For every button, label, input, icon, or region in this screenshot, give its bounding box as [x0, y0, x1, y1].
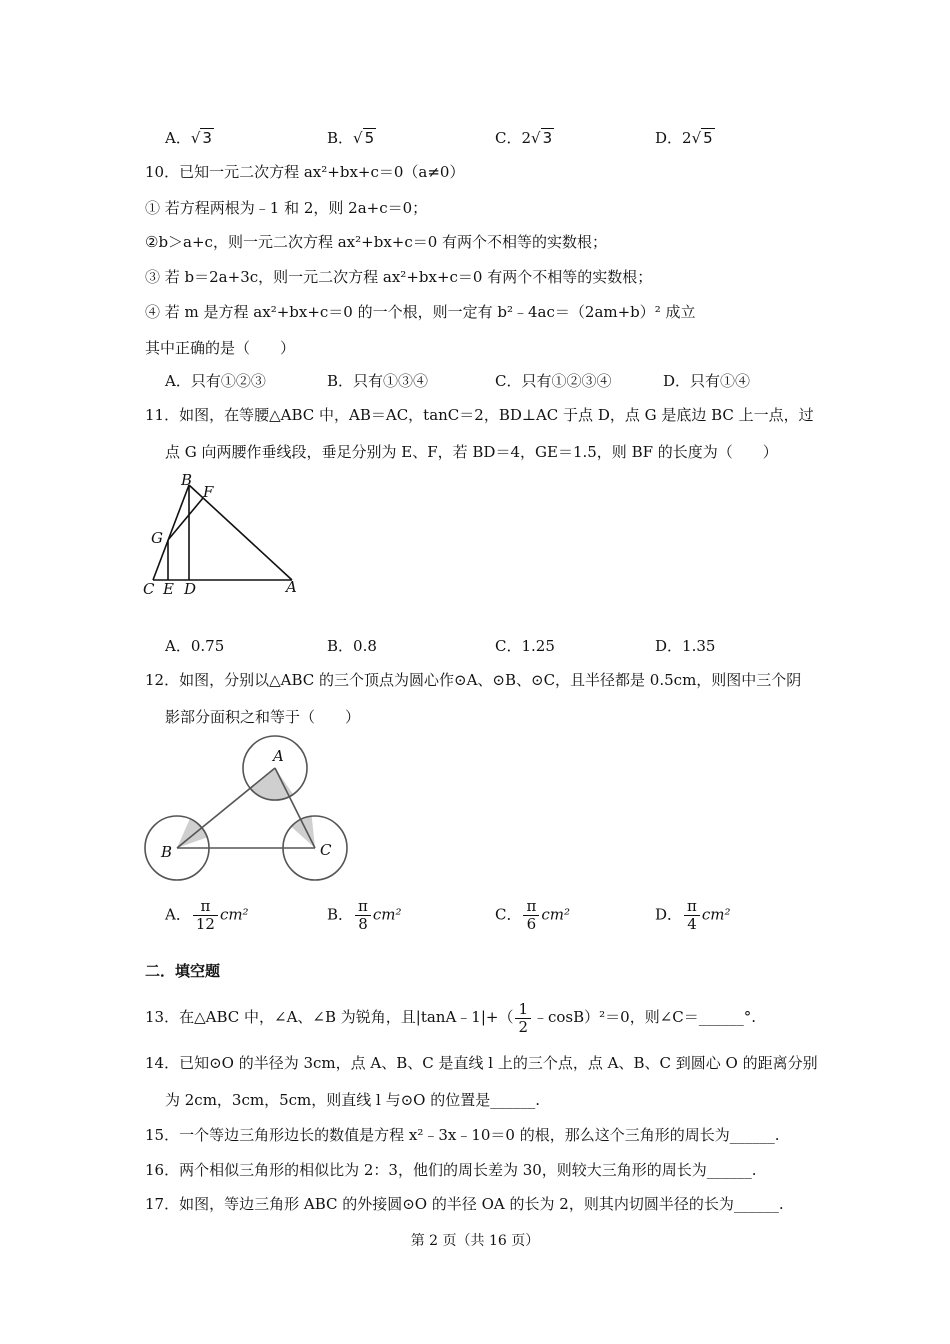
q15: 15．一个等边三角形边长的数值是方程 x²﹣3x﹣10＝0 的根，那么这个三角形的周长为______. — [145, 1126, 780, 1144]
fraction: $\frac{\pi}{8}$ — [355, 898, 371, 933]
q12-figure — [140, 732, 360, 882]
label-a: A — [286, 578, 297, 596]
label-c: C — [320, 841, 332, 859]
q16: 16．两个相似三角形的相似比为 2：3，他们的周长差为 30，则较大三角形的周长为______. — [145, 1161, 757, 1179]
q10-stem: 10．已知一元二次方程 ax²+bx+c＝0（a≠0） — [145, 163, 465, 181]
q12-line-1: 12．如图，分别以△ABC 的三个顶点为圆心作⊙A、⊙B、⊙C，且半径都是 0.5cm，则图中三个阴 — [145, 671, 802, 689]
q10-statement-3: ③ 若 b＝2a+3c，则一元二次方程 ax²+bx+c＝0 有两个不相等的实数根； — [145, 268, 653, 286]
q11-option-a: A．0.75 — [165, 637, 225, 655]
q12-line-2: 影部分面积之和等于（ ） — [165, 708, 361, 726]
q9-option-b: B．√ 5 — [327, 129, 375, 147]
q10-statement-1: ① 若方程两根为﹣1 和 2，则 2a+c＝0； — [145, 199, 428, 217]
q12-option-a: A． $\frac{\pi}{12}$ cm² — [165, 897, 249, 933]
fraction: $\frac{\pi}{4}$ — [684, 898, 700, 933]
q9-option-c: C．2√ 3 — [495, 129, 553, 147]
fraction: $\frac{\pi}{6}$ — [523, 898, 539, 933]
q13: 13．在△ABC 中，∠A、∠B 为锐角，且|tanA﹣1|+（ $\frac{1}{2}$ ﹣cosB）²＝0，则∠C＝______°. — [145, 999, 757, 1036]
q14-line-2: 为 2cm，3cm，5cm，则直线 l 与⊙O 的位置是______. — [165, 1091, 541, 1109]
fraction: $\frac{\pi}{12}$ — [193, 898, 218, 933]
q12-option-d: D． $\frac{\pi}{4}$ cm² — [655, 897, 731, 933]
q11-figure — [140, 470, 310, 600]
q11-option-c: C．1.25 — [495, 637, 555, 655]
q10-option-a: A．只有①②③ — [165, 372, 266, 390]
q12-option-c: C． $\frac{\pi}{6}$ cm² — [495, 897, 570, 933]
q10-option-c: C．只有①②③④ — [495, 372, 612, 390]
label-b: B — [181, 471, 193, 489]
q10-statement-2: ②b＞a+c，则一元二次方程 ax²+bx+c＝0 有两个不相等的实数根； — [145, 233, 608, 251]
sector-c — [291, 815, 316, 848]
sqrt-symbol: √ 5 — [691, 129, 713, 147]
label-c: C — [143, 580, 155, 598]
q14-line-1: 14．已知⊙O 的半径为 3cm，点 A、B、C 是直线 l 上的三个点，点 A、B、C 到圆心 O 的距离分别 — [145, 1054, 818, 1072]
q11-option-b: B．0.8 — [327, 637, 377, 655]
q10-option-b: B．只有①③④ — [327, 372, 429, 390]
segment-gf — [168, 498, 203, 540]
q12-option-b: B． $\frac{\pi}{8}$ cm² — [327, 897, 402, 933]
segment-ac — [275, 768, 315, 848]
q10-ask: 其中正确的是（ ） — [145, 339, 296, 357]
q17: 17．如图，等边三角形 ABC 的外接圆⊙O 的半径 OA 的长为 2，则其内切圆半径的长为______. — [145, 1195, 784, 1213]
sqrt-symbol: √ 5 — [353, 129, 375, 147]
q9-option-a: A．√ 3 — [165, 129, 212, 147]
q11-option-d: D．1.35 — [655, 637, 716, 655]
q11-line-2: 点 G 向两腰作垂线段，垂足分别为 E、F，若 BD＝4，GE＝1.5，则 BF 的长度为（ ） — [165, 443, 778, 461]
page-footer: 第 2 页（共 16 页） — [410, 1233, 540, 1249]
label-g: G — [151, 529, 163, 547]
label-e: E — [163, 580, 174, 598]
label-a: A — [273, 747, 284, 765]
q10-option-d: D．只有①④ — [663, 372, 751, 390]
label-f: F — [203, 483, 214, 501]
q10-statement-4: ④ 若 m 是方程 ax²+bx+c＝0 的一个根，则一定有 b²﹣4ac＝（2am+b）² 成立 — [145, 303, 696, 321]
fraction: $\frac{1}{2}$ — [515, 1001, 531, 1036]
q9-option-d: D．2√ 5 — [655, 129, 713, 147]
sqrt-symbol: √ 3 — [531, 129, 553, 147]
section-heading-fill-blank: 二．填空题 — [145, 962, 221, 980]
q11-line-1: 11．如图，在等腰△ABC 中，AB＝AC，tanC＝2，BD⊥AC 于点 D，点 G 是底边 BC 上一点，过 — [145, 406, 814, 424]
label-b: B — [161, 843, 173, 861]
segment-ab — [177, 768, 275, 848]
label-d: D — [184, 580, 197, 598]
sqrt-symbol: √ 3 — [190, 129, 212, 147]
